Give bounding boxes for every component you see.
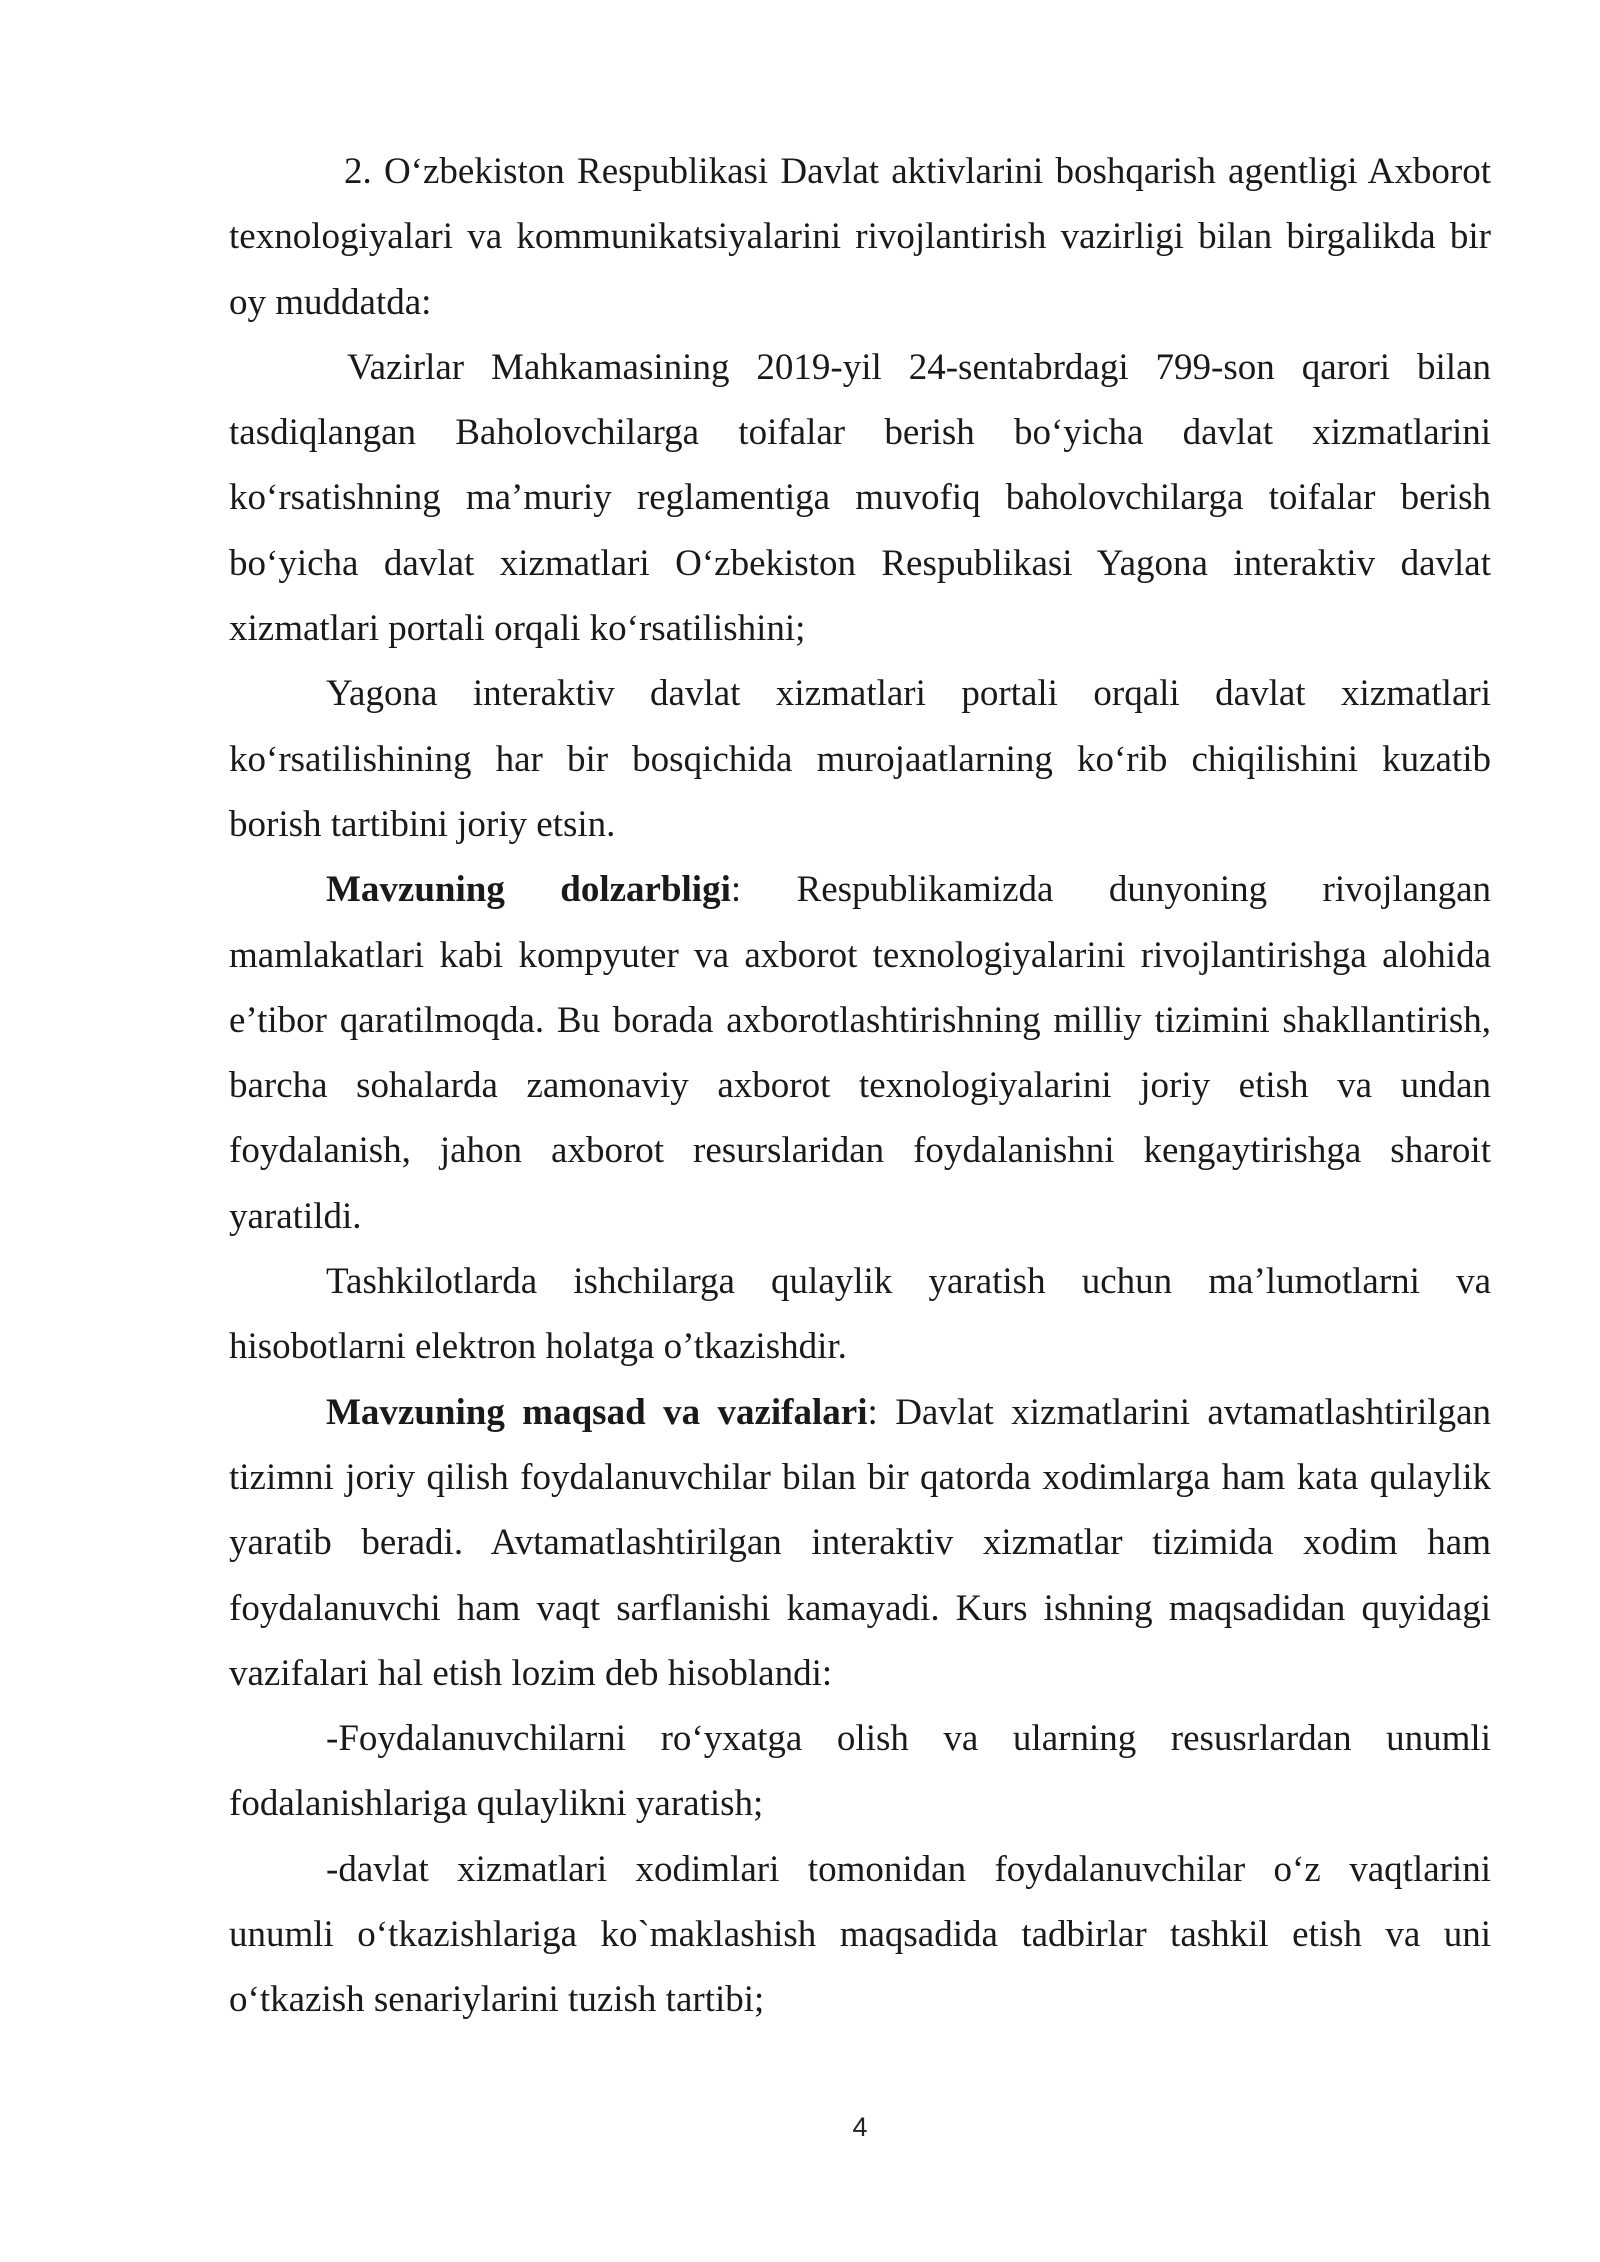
text-line: hisobotlarni elektron holatga o’tkazishdir.	[229, 1326, 847, 1368]
text-line: -Foydalanuvchilarni ro‘yxatga olish va ularning resusrlardan unumli	[326, 1718, 1491, 1760]
text-line: Yagona interaktiv davlat xizmatlari portali orqali davlat xizmatlari	[326, 673, 1491, 715]
page-number: 4	[852, 2112, 868, 2142]
text-line: tasdiqlangan Baholovchilarga toifalar berish bo‘yicha davlat xizmatlarini	[229, 412, 1491, 454]
text-line: borish tartibini joriy etsin.	[229, 803, 616, 845]
paragraph-regulation	[229, 335, 1491, 661]
text-line: foydalanuvchi ham vaqt sarflanishi kamayadi. Kurs ishning maqsadidan quyidagi	[229, 1587, 1491, 1629]
text-line: mamlakatlari kabi kompyuter va axborot texnologiyalarini rivojlantirishga alohida	[229, 934, 1491, 976]
text-line: Tashkilotlarda ishchilarga qulaylik yaratish uchun ma’lumotlarni va	[326, 1261, 1491, 1303]
text-line: fodalanishlariga qulaylikni yaratish;	[229, 1783, 764, 1825]
text-line: foydalanish, jahon axborot resurslaridan foydalanishni kengaytirishga sharoit	[229, 1130, 1491, 1172]
text-line-with-heading	[229, 1380, 1491, 1445]
text-line: yaratib beradi. Avtamatlashtirilgan interaktiv xizmatlar tizimida xodim ham	[229, 1522, 1491, 1564]
text-line: unumli o‘tkazishlariga ko`maklashish maqsadida tadbirlar tashkil etish va uni	[229, 1914, 1491, 1956]
list-item-registration	[229, 1706, 1491, 1837]
list-item-scenarios	[229, 1837, 1491, 2033]
text-line: Vazirlar Mahkamasining 2019-yil 24-sentabrdagi 799-son qarori bilan	[347, 346, 1491, 388]
text-line: ko‘rsatishning ma’muriy reglamentiga muvofiq baholovchilarga toifalar berish	[229, 477, 1491, 519]
text-line: e’tibor qaratilmoqda. Bu borada axborotlashtirishning milliy tizimini shakllantirish,	[229, 999, 1491, 1041]
paragraph-task-2	[229, 139, 1491, 335]
document-body	[229, 139, 1491, 2033]
paragraph-relevance	[229, 857, 1491, 1249]
paragraph-organizations	[229, 1249, 1491, 1380]
text-line: ko‘rsatilishining har bir bosqichida murojaatlarning ko‘rib chiqilishini kuzatib	[229, 738, 1491, 780]
text-line-with-heading	[229, 857, 1491, 922]
text-line: barcha sohalarda zamonaviy axborot texnologiyalarini joriy etish va undan	[229, 1065, 1491, 1107]
paragraph-goals	[229, 1380, 1491, 1706]
text-line: 2. O‘zbekiston Respublikasi Davlat aktivlarini boshqarish agentligi Axborot	[344, 151, 1491, 192]
text-run: : Davlat xizmatlarini avtamatlashtirilgan	[867, 1391, 1491, 1433]
text-line: texnologiyalari va kommunikatsiyalarini rivojlantirish vazirligi bilan birgalikda bir	[229, 216, 1491, 258]
section-heading-relevance: Mavzuning dolzarbligi	[326, 869, 731, 911]
text-run: : Respublikamizda dunyoning rivojlangan	[730, 869, 1491, 911]
text-line: oy muddatda:	[229, 281, 432, 323]
paragraph-portal	[229, 661, 1491, 857]
text-line: -davlat xizmatlari xodimlari tomonidan foydalanuvchilar o‘z vaqtlarini	[326, 1848, 1491, 1890]
text-line: tizimni joriy qilish foydalanuvchilar bilan bir qatorda xodimlarga ham kata qulaylik	[229, 1456, 1491, 1498]
text-line: yaratildi.	[229, 1195, 362, 1237]
text-line: bo‘yicha davlat xizmatlari O‘zbekiston Respublikasi Yagona interaktiv davlat	[229, 542, 1491, 584]
text-line: vazifalari hal etish lozim deb hisoblandi:	[229, 1652, 833, 1694]
text-line: xizmatlari portali orqali ko‘rsatilishini;	[229, 608, 806, 650]
text-line: o‘tkazish senariylarini tuzish tartibi;	[229, 1979, 765, 2021]
section-heading-goals: Mavzuning maqsad va vazifalari	[326, 1391, 868, 1433]
